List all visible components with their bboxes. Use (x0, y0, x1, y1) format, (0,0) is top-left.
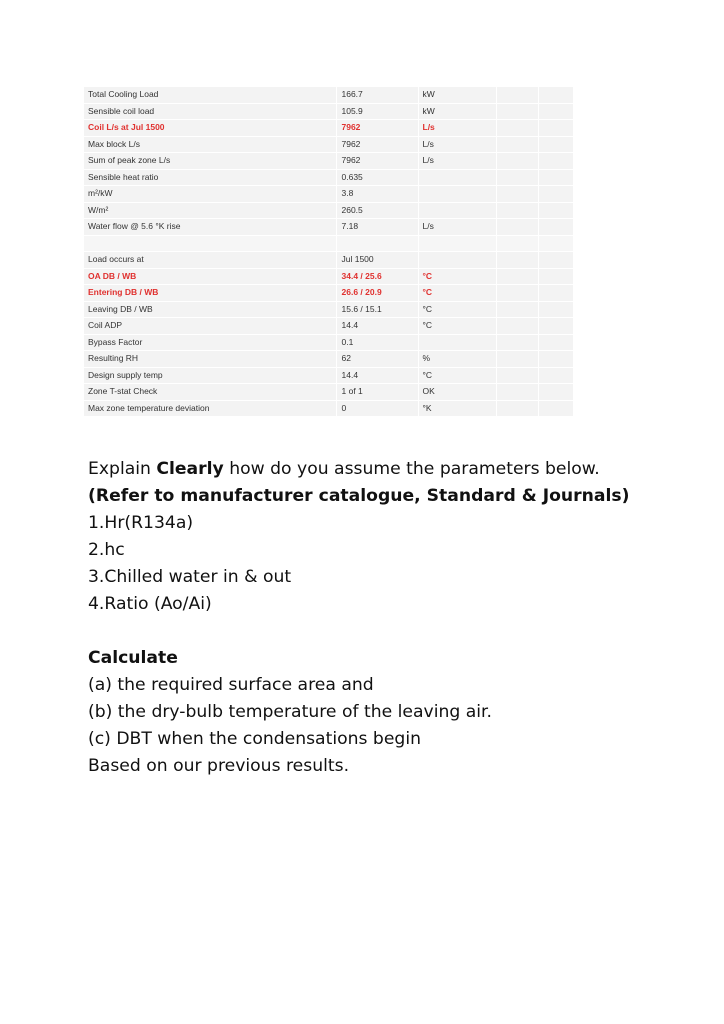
param-item-1: 1.Hr(R134a) (88, 513, 194, 533)
cell-value: Jul 1500 (336, 252, 418, 269)
cell-label: Sensible coil load (84, 103, 336, 120)
param-item-3: 3.Chilled water in & out (88, 567, 292, 587)
explain-bold: Clearly (156, 459, 224, 479)
cell-empty (496, 351, 538, 368)
cell-empty (496, 252, 538, 269)
table-row (84, 87, 573, 103)
table-row (84, 318, 573, 335)
spacer (88, 618, 708, 645)
cell-value: 7962 (336, 120, 418, 137)
cell-label: Sensible heat ratio (84, 169, 336, 186)
cell-unit: L/s (418, 219, 496, 236)
cell-label (84, 235, 336, 252)
cell-unit: L/s (418, 136, 496, 153)
cell-unit: °C (418, 285, 496, 302)
cell-empty (496, 120, 538, 137)
cell-empty (538, 202, 573, 219)
cell-empty (496, 169, 538, 186)
cell-unit: °C (418, 301, 496, 318)
cell-empty (538, 87, 573, 103)
cell-value: 0.635 (336, 169, 418, 186)
cell-label: Max zone temperature deviation (84, 400, 336, 417)
cell-label: Max block L/s (84, 136, 336, 153)
calculate-heading: Calculate (88, 648, 178, 668)
cell-empty (538, 120, 573, 137)
table-row (84, 235, 573, 252)
calc-item-c: (c) DBT when the condensations begin (88, 729, 421, 749)
cell-label: W/m² (84, 202, 336, 219)
cell-label: Coil ADP (84, 318, 336, 335)
cell-empty (496, 186, 538, 203)
cell-unit: OK (418, 384, 496, 401)
table-row (84, 334, 573, 351)
table-row (84, 103, 573, 120)
cell-value: 0 (336, 400, 418, 417)
calc-item-b: (b) the dry-bulb temperature of the leaving air. (88, 702, 493, 722)
cell-label: Design supply temp (84, 367, 336, 384)
table-row (84, 120, 573, 137)
table-row (84, 219, 573, 236)
question-text (88, 456, 708, 780)
cell-empty (538, 103, 573, 120)
cell-empty (538, 334, 573, 351)
cell-label: Load occurs at (84, 252, 336, 269)
cell-unit: % (418, 351, 496, 368)
cell-label: Coil L/s at Jul 1500 (84, 120, 336, 137)
cell-empty (538, 153, 573, 170)
cell-value: 14.4 (336, 318, 418, 335)
cell-empty (496, 285, 538, 302)
cell-unit (418, 186, 496, 203)
cell-label: m²/kW (84, 186, 336, 203)
cell-label: Total Cooling Load (84, 87, 336, 103)
cell-empty (538, 318, 573, 335)
cell-empty (538, 301, 573, 318)
table-row (84, 351, 573, 368)
cell-empty (496, 400, 538, 417)
cell-empty (496, 384, 538, 401)
table-row (84, 136, 573, 153)
cell-empty (496, 268, 538, 285)
cell-unit: °K (418, 400, 496, 417)
cell-empty (496, 367, 538, 384)
table-row (84, 153, 573, 170)
cell-empty (538, 169, 573, 186)
cell-value: 3.8 (336, 186, 418, 203)
cell-unit: kW (418, 87, 496, 103)
cell-empty (538, 400, 573, 417)
cell-label: Zone T-stat Check (84, 384, 336, 401)
cell-empty (538, 136, 573, 153)
cell-value: 15.6 / 15.1 (336, 301, 418, 318)
table-row (84, 252, 573, 269)
table-row (84, 384, 573, 401)
cell-unit: °C (418, 318, 496, 335)
cell-empty (496, 334, 538, 351)
cell-unit (418, 235, 496, 252)
cell-empty (496, 318, 538, 335)
coil-load-table (84, 87, 573, 417)
table-row (84, 169, 573, 186)
cell-unit (418, 169, 496, 186)
cell-unit (418, 334, 496, 351)
cell-empty (496, 136, 538, 153)
cell-value: 0.1 (336, 334, 418, 351)
cell-label: OA DB / WB (84, 268, 336, 285)
cell-value: 7.18 (336, 219, 418, 236)
cell-empty (496, 87, 538, 103)
cell-label: Sum of peak zone L/s (84, 153, 336, 170)
calc-note: Based on our previous results. (88, 756, 350, 776)
cell-label: Entering DB / WB (84, 285, 336, 302)
calc-item-a: (a) the required surface area and (88, 675, 374, 695)
cell-empty (496, 219, 538, 236)
cell-empty (538, 384, 573, 401)
cell-empty (538, 252, 573, 269)
cell-unit: L/s (418, 120, 496, 137)
cell-label: Water flow @ 5.6 °K rise (84, 219, 336, 236)
table-row (84, 186, 573, 203)
param-item-2: 2.hc (88, 540, 125, 560)
cell-empty (496, 202, 538, 219)
cell-value: 7962 (336, 153, 418, 170)
cell-value: 34.4 / 25.6 (336, 268, 418, 285)
cell-empty (538, 268, 573, 285)
cell-empty (538, 219, 573, 236)
cell-value: 26.6 / 20.9 (336, 285, 418, 302)
cell-unit: °C (418, 367, 496, 384)
cell-empty (538, 285, 573, 302)
cell-empty (538, 367, 573, 384)
cell-value: 14.4 (336, 367, 418, 384)
cell-value: 1 of 1 (336, 384, 418, 401)
cell-label: Leaving DB / WB (84, 301, 336, 318)
table-row (84, 202, 573, 219)
table-row (84, 285, 573, 302)
cell-empty (496, 301, 538, 318)
cell-unit (418, 202, 496, 219)
table-row (84, 268, 573, 285)
cell-unit: kW (418, 103, 496, 120)
explain-pre: Explain (88, 459, 157, 479)
explain-post: how do you assume the parameters below. (223, 459, 600, 479)
cell-value (336, 235, 418, 252)
cell-empty (538, 351, 573, 368)
param-item-4: 4.Ratio (Ao/Ai) (88, 594, 212, 614)
refer-line: (Refer to manufacturer catalogue, Standard & Journals) (88, 486, 630, 506)
table-row (84, 400, 573, 417)
explain-line (88, 456, 708, 483)
cell-unit (418, 252, 496, 269)
cell-empty (538, 186, 573, 203)
cell-unit: °C (418, 268, 496, 285)
cell-label: Resulting RH (84, 351, 336, 368)
cell-value: 260.5 (336, 202, 418, 219)
cell-empty (538, 235, 573, 252)
cell-value: 105.9 (336, 103, 418, 120)
cell-value: 62 (336, 351, 418, 368)
cell-empty (496, 235, 538, 252)
cell-unit: L/s (418, 153, 496, 170)
cell-value: 166.7 (336, 87, 418, 103)
cell-label: Bypass Factor (84, 334, 336, 351)
cell-empty (496, 103, 538, 120)
table-row (84, 367, 573, 384)
cell-empty (496, 153, 538, 170)
table-row (84, 301, 573, 318)
cell-value: 7962 (336, 136, 418, 153)
